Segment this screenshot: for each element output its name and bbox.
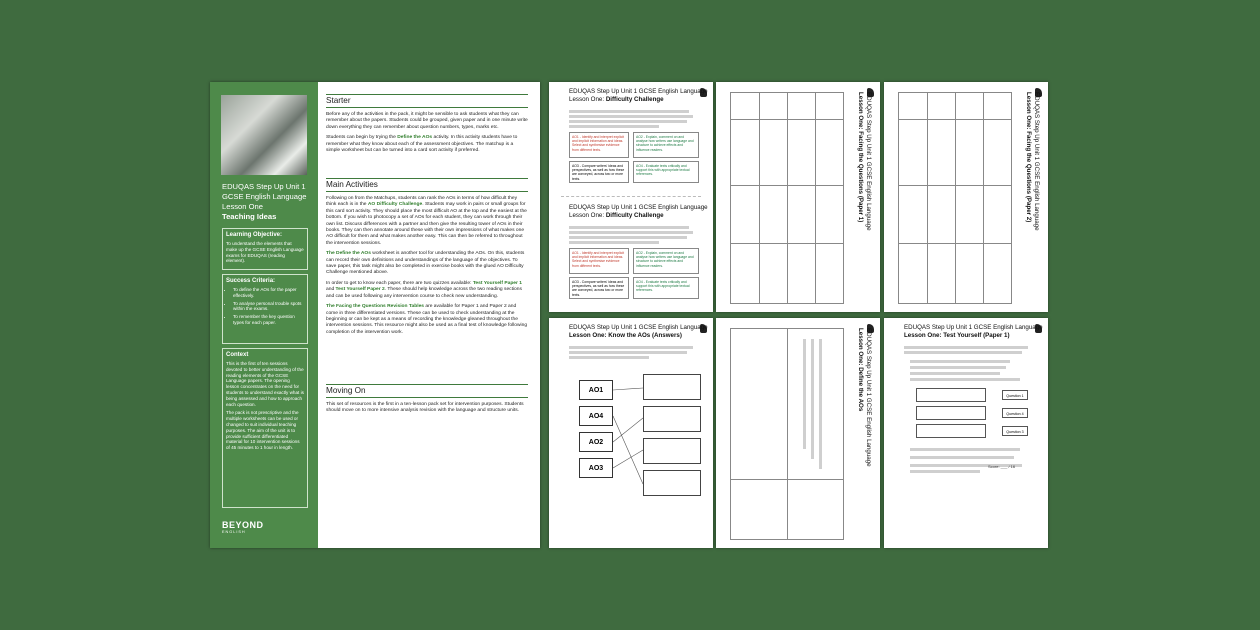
context-heading: Context xyxy=(226,352,249,358)
learning-objective-box xyxy=(222,228,308,270)
heading-bold: Lesson One: Facing the Questions (Paper 1) xyxy=(857,92,864,223)
table-col xyxy=(927,93,928,303)
main-paragraph xyxy=(326,196,528,247)
ao-definition-box xyxy=(643,374,701,400)
sheet-heading xyxy=(856,92,872,292)
ao1-card xyxy=(569,248,629,274)
sheet-title xyxy=(222,182,314,222)
table-row xyxy=(731,479,843,480)
ao-definition-box xyxy=(643,470,701,496)
ao-definition-box xyxy=(643,406,701,432)
heading-bold: Lesson One: Facing the Questions (Paper 2) xyxy=(1025,92,1032,223)
difficulty-challenge-link: AO Difficulty Challenge xyxy=(367,202,423,208)
main-activities-section xyxy=(326,178,528,340)
define-table xyxy=(730,328,844,540)
starter-paragraph: Before any of the activities in the pack, it might be sensible to ask students what they can remember about the papers. Students could be grouped, given paper and in one minute write down everything they can remember about question numbers, types, marks etc. xyxy=(326,112,528,130)
ao-box: AO1 xyxy=(579,380,613,400)
revision-table xyxy=(898,92,1012,304)
heading-line: Lesson One: xyxy=(569,96,606,103)
table-row xyxy=(731,185,843,186)
heading-bold: Difficulty Challenge xyxy=(605,212,664,219)
heading-line: EDUQAS Step Up Unit 1 GCSE English Language xyxy=(1033,92,1040,231)
revision-tables-link: The Facing the Questions Revision Tables xyxy=(326,304,425,310)
criteria-item: • To remember the key question types for each paper. xyxy=(233,314,304,326)
question-label: Question 4 xyxy=(1002,408,1028,418)
text-line xyxy=(569,125,659,128)
table-row xyxy=(731,243,843,244)
card-text: Select and synthesise evidence from different texts. xyxy=(572,143,620,152)
score-label: Score: ___ / 16 xyxy=(988,464,1016,469)
sheet-heading xyxy=(856,328,872,528)
ao-box: AO4 xyxy=(579,406,613,426)
cut-line xyxy=(561,196,701,197)
context-paragraph: The pack is not prescriptive and the multiple worksheets can be used or changed to suit individual teaching purposes. The aim of the unit is to provide sufficient differentiated material for 10 intervention sessions of 45 minutes to 1 hour in length. xyxy=(226,410,300,451)
text: . Students may work in pairs or small groups for this card sort activity. They should place the most difficult AO at the top and the easiest at the bottom. If you wish to photocopy a set of AOs for each student, they can work through their own list. Discuss differences with a partner and then give the resulting tower of AOs in their books. They can then annotate around these with their own impressions of what makes one AO difficult for them and what makes another easy. This can then be referred to throughout the intervention sessions. xyxy=(326,202,527,246)
classroom-photo xyxy=(221,95,307,175)
ao2-card: AO2 - Explain, comment on and analyse how writers use language and structure to achieve effects and influence readers. xyxy=(633,248,699,274)
moving-on-paragraph: This set of resources is the first in a ten-lesson pack set for intervention purposes. Students should move on to more intensive analysis revision with the language and structure units. xyxy=(326,402,524,414)
table-col xyxy=(787,93,788,303)
sheet-sidebar xyxy=(210,82,318,548)
brand-sub: ENGLISH xyxy=(222,530,246,534)
heading-bold: Difficulty Challenge xyxy=(605,96,664,103)
title-line-2: GCSE English Language xyxy=(222,192,307,201)
criteria-item: • To define the AOs for the paper effectively. xyxy=(233,287,304,299)
text-line xyxy=(569,236,687,239)
text-line xyxy=(910,456,1014,459)
text-line xyxy=(569,241,659,244)
text-line xyxy=(910,366,1006,369)
text: worksheet is another tool for understanding the AOs. On this, students can record their own definitions and understandings of the language of the objectives. To save paper, this task might also be completed in exercise books with the glued AO Difficulty Challenge mentioned above. xyxy=(326,251,525,276)
text-line xyxy=(569,356,649,359)
text: Students can begin by trying the xyxy=(326,135,398,141)
question-label: Question 1 xyxy=(1002,390,1028,400)
matching-lines xyxy=(613,374,643,498)
title-line-1: EDUQAS Step Up Unit 1 xyxy=(222,182,306,191)
success-criteria-box xyxy=(222,274,308,344)
heading-line: EDUQAS Step Up Unit 1 GCSE English Language xyxy=(904,324,1043,331)
facing-questions-paper1-sheet xyxy=(716,82,880,312)
text-line xyxy=(803,339,806,449)
heading-line: EDUQAS Step Up Unit 1 GCSE English Language xyxy=(865,328,872,467)
test-yourself-1-link: Test Yourself Paper 1 xyxy=(472,280,523,286)
define-aos-link: Define the AOs xyxy=(397,135,433,141)
quote-box xyxy=(916,406,986,420)
difficulty-challenge-sheet xyxy=(549,82,713,312)
criteria-heading: Success Criteria: xyxy=(226,278,276,284)
starter-paragraph xyxy=(326,135,528,154)
text-line xyxy=(569,120,687,123)
objective-text: To understand the elements that make up the GCSE English Language exams for EDUQAS (reading element). xyxy=(226,241,304,264)
title-line-3: Lesson One xyxy=(222,202,263,211)
sheet-heading xyxy=(904,324,1043,340)
table-row xyxy=(899,243,1011,244)
ao3-card: AO3 - Compare writers' ideas and perspectives, as well as how these are conveyed, across two or more texts. xyxy=(569,161,629,183)
beyond-logo xyxy=(222,520,264,534)
teaching-ideas-sheet xyxy=(210,82,540,548)
main-activities-heading: Main Activities xyxy=(326,178,528,192)
facing-questions-paper2-sheet xyxy=(884,82,1048,312)
text-line xyxy=(819,339,822,469)
card-text: Select and synthesise evidence from different texts. xyxy=(572,259,620,268)
sheet-heading xyxy=(1024,92,1040,292)
context-paragraph: This is the first of ten sessions devoted to better understanding of the reading elements of the GCSE Language papers. The opening lesson concentrates on the need for students to understand exactly what is being assessed and how to approach each question. xyxy=(226,361,304,407)
sheet-heading xyxy=(569,88,708,104)
text-line xyxy=(910,470,980,473)
table-row xyxy=(899,185,1011,186)
text: and xyxy=(326,287,336,293)
quote-box xyxy=(916,388,986,402)
sheet-heading-repeat xyxy=(569,204,708,220)
text-line xyxy=(910,448,1020,451)
table-col xyxy=(759,93,760,303)
main-paragraph xyxy=(326,304,528,336)
test-yourself-2-link: Test Yourself Paper 2 xyxy=(335,287,385,293)
ao1-card xyxy=(569,132,629,158)
text-line xyxy=(569,226,689,229)
ao3-card: AO3 - Compare writers' ideas and perspectives, as well as how these are conveyed, across two or more texts. xyxy=(569,277,629,299)
text: Following on from the Matchups, students can rank the AOs in terms of how difficult they think each is in the xyxy=(326,196,518,208)
table-col xyxy=(815,93,816,303)
ao-box: AO3 xyxy=(579,458,613,478)
heading-bold: Lesson One: Define the AOs xyxy=(857,328,864,412)
card-text: AO1 - Identify and interpret explicit and implicit information and ideas. xyxy=(572,251,625,260)
ao4-card: AO4 - Evaluate texts critically and support this with appropriate textual references. xyxy=(633,161,699,183)
text-line xyxy=(904,351,1022,354)
heading-bold: Lesson One: Test Yourself (Paper 1) xyxy=(904,332,1010,339)
ao4-card: AO4 - Evaluate texts critically and support this with appropriate textual references. xyxy=(633,277,699,299)
heading-line: EDUQAS Step Up Unit 1 GCSE English Language xyxy=(569,88,708,95)
question-label: Question 3 xyxy=(1002,426,1028,436)
sheet-heading xyxy=(569,324,708,340)
text-line xyxy=(910,360,1010,363)
brand-name: BEYOND xyxy=(222,520,264,530)
heading-line: EDUQAS Step Up Unit 1 GCSE English Language xyxy=(569,204,708,211)
text-line xyxy=(569,351,687,354)
starter-heading: Starter xyxy=(326,94,528,108)
main-paragraph xyxy=(326,281,528,300)
moving-on-section xyxy=(326,384,528,419)
text-line xyxy=(910,372,1000,375)
text-line xyxy=(569,115,693,118)
text: . These should help knowledge across the two reading sections and can be used following any intervention course to check new understanding. xyxy=(326,287,522,299)
text: are available for Paper 1 and Paper 2 and come in three differentiated versions. These can be used to check understanding at the beginning or can be kept as a means of recording the knowledge gleaned throughout the intervention sessions. This resource might also be used as a final test of knowledge following completion of the intervention work. xyxy=(326,304,528,335)
text-line xyxy=(569,110,689,113)
ao-definition-box xyxy=(643,438,701,464)
heading-bold: Lesson One: Know the AOs (Answers) xyxy=(569,332,682,339)
know-the-aos-sheet xyxy=(549,318,713,548)
sheet-subtitle: Teaching Ideas xyxy=(222,212,277,221)
context-box xyxy=(222,348,308,508)
main-paragraph xyxy=(326,251,528,277)
test-yourself-sheet xyxy=(884,318,1048,548)
revision-table xyxy=(730,92,844,304)
heading-line: EDUQAS Step Up Unit 1 GCSE English Language xyxy=(865,92,872,231)
ao-box: AO2 xyxy=(579,432,613,452)
card-text: AO1 - Identify and interpret explicit and implicit information and ideas. xyxy=(572,135,625,144)
text-line xyxy=(910,378,1020,381)
define-the-aos-sheet xyxy=(716,318,880,548)
quote-box xyxy=(916,424,986,438)
table-col xyxy=(787,329,788,539)
text: In order to get to know each paper, there are two quizzes available: xyxy=(326,280,473,286)
text-line xyxy=(811,339,814,459)
starter-section xyxy=(326,94,528,158)
ao2-card: AO2 - Explain, comment on and analyse how writers use language and structure to achieve effects and influence readers. xyxy=(633,132,699,158)
text: activity. In this activity students have to remember what they know about each of the assessment objectives. The matchup is a simple worksheet but can be turned into a card sort activity if preferred. xyxy=(326,135,518,154)
criteria-item: • To analyse personal trouble spots within the exams. xyxy=(233,301,304,313)
heading-line: EDUQAS Step Up Unit 1 GCSE English Language xyxy=(569,324,708,331)
heading-line: Lesson One: xyxy=(569,212,606,219)
text-line xyxy=(904,346,1028,349)
objective-heading: Learning Objective: xyxy=(226,232,283,238)
moving-on-heading: Moving On xyxy=(326,384,528,398)
define-aos-worksheet-link: The Define the AOs xyxy=(326,251,371,257)
text-line xyxy=(569,231,693,234)
text-line xyxy=(569,346,693,349)
table-col xyxy=(955,93,956,303)
table-col xyxy=(983,93,984,303)
